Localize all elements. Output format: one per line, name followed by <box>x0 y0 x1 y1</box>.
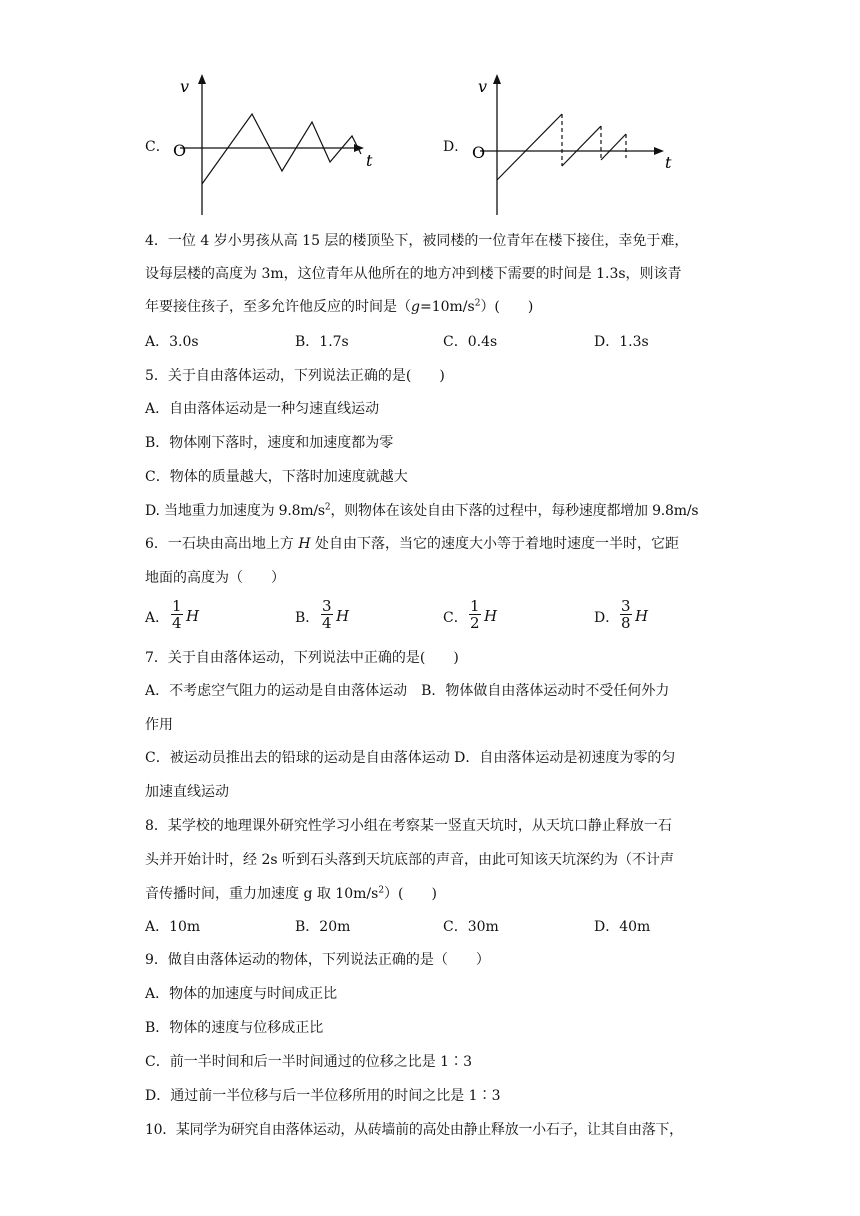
q4-option-b: B．1.7s <box>295 334 349 350</box>
q4-line3: 年要接住孩子，至多允许他反应的时间是$(g=10m/s^2)$( ) <box>145 298 534 315</box>
q6-line2: 地面的高度为（ ） <box>145 570 285 586</box>
graph-d-v-label: v <box>478 77 488 96</box>
q8-line3: 音传播时间，重力加速度 g 取 $10m/s^2$）( ) <box>145 885 437 902</box>
q6-line1: 6．一石块由高出地上方 H 处自由下落，当它的速度大小等于着地时速度一半时，它距 <box>145 536 680 552</box>
graph-c-v-arrow <box>198 74 206 84</box>
graph-options <box>0 0 860 225</box>
q5-option-a: A．自由落体运动是一种匀速直线运动 <box>145 401 380 417</box>
option-c-label: C． <box>145 139 170 155</box>
q8-line2: 头并开始计时，经 2s 听到石头落到天坑底部的声音，由此可知该天坑深约为（不计声 <box>145 852 674 868</box>
q7-line1: A．不考虑空气阻力的运动是自由落体运动 B．物体做自由落体运动时不受任何外力 <box>145 683 670 699</box>
q5-option-c: C．物体的质量越大，下落时加速度就越大 <box>145 469 408 485</box>
q5-option-b: B．物体刚下落时，速度和加速度都为零 <box>145 435 394 451</box>
graph-d <box>470 70 680 220</box>
q7-line3: C．被运动员推出去的铅球的运动是自由落体运动 D．自由落体运动是初速度为零的匀 <box>145 750 676 766</box>
q10-line1: 10．某同学为研究自由落体运动，从砖墙前的高处由静止释放一小石子，让其自由落下， <box>145 1122 683 1138</box>
graph-c-curve <box>202 114 361 184</box>
q7-line4: 加速直线运动 <box>145 784 229 800</box>
q8-option-d: D．40m <box>594 919 651 935</box>
q4-line2: 设每层楼的高度为 3m，这位青年从他所在的地方冲到楼下需要的时间是 1.3s，则该青 <box>145 266 682 282</box>
q5-stem: 5．关于自由落体运动，下列说法正确的是( ) <box>145 368 445 384</box>
q9-option-a: A．物体的加速度与时间成正比 <box>145 986 338 1002</box>
q9-option-c: C．前一半时间和后一半时间通过的位移之比是 1∶3 <box>145 1054 472 1070</box>
graph-d-origin: O <box>472 143 486 162</box>
q4-option-d: D．1.3s <box>594 334 649 350</box>
q7-line2: 作用 <box>145 717 173 733</box>
graph-c-origin: O <box>173 141 187 160</box>
q7-stem: 7．关于自由落体运动，下列说法中正确的是( ) <box>145 650 459 666</box>
option-d-label: D． <box>443 139 469 155</box>
graph-c-t-label: t <box>366 151 373 170</box>
graph-d-seg1 <box>497 114 562 180</box>
graph-d-seg2 <box>562 126 601 166</box>
graph-d-seg3 <box>601 134 626 160</box>
graph-c-v-label: v <box>180 77 190 96</box>
q5-option-d: D. 当地重力加速度为 $9.8m/s^2$，则物体在该处自由下落的过程中，每秒速度都增加 9.8m/s <box>145 502 699 519</box>
graph-d-t-arrow <box>654 147 664 155</box>
q4-line1: 4．一位 4 岁小男孩从高 15 层的楼顶坠下，被同楼的一位青年在楼下接住，幸免于难， <box>145 233 689 249</box>
q9-stem: 9．做自由落体运动的物体，下列说法正确的是（ ） <box>145 952 490 968</box>
q8-option-b: B．20m <box>295 919 351 935</box>
graph-c <box>170 70 380 220</box>
q9-option-d: D．通过前一半位移与后一半位移所用的时间之比是 1∶3 <box>145 1088 501 1104</box>
q9-option-b: B．物体的速度与位移成正比 <box>145 1020 324 1036</box>
q8-option-a: A．10m <box>145 919 201 935</box>
q8-line1: 8．某学校的地理课外研究性学习小组在考察某一竖直天坑时，从天坑口静止释放一石 <box>145 818 672 834</box>
graph-d-t-label: t <box>665 153 672 172</box>
graph-d-v-arrow <box>493 74 501 84</box>
q4-option-a: A．3.0s <box>145 334 199 350</box>
q8-option-c: C．30m <box>443 919 499 935</box>
q4-option-c: C．0.4s <box>443 334 498 350</box>
